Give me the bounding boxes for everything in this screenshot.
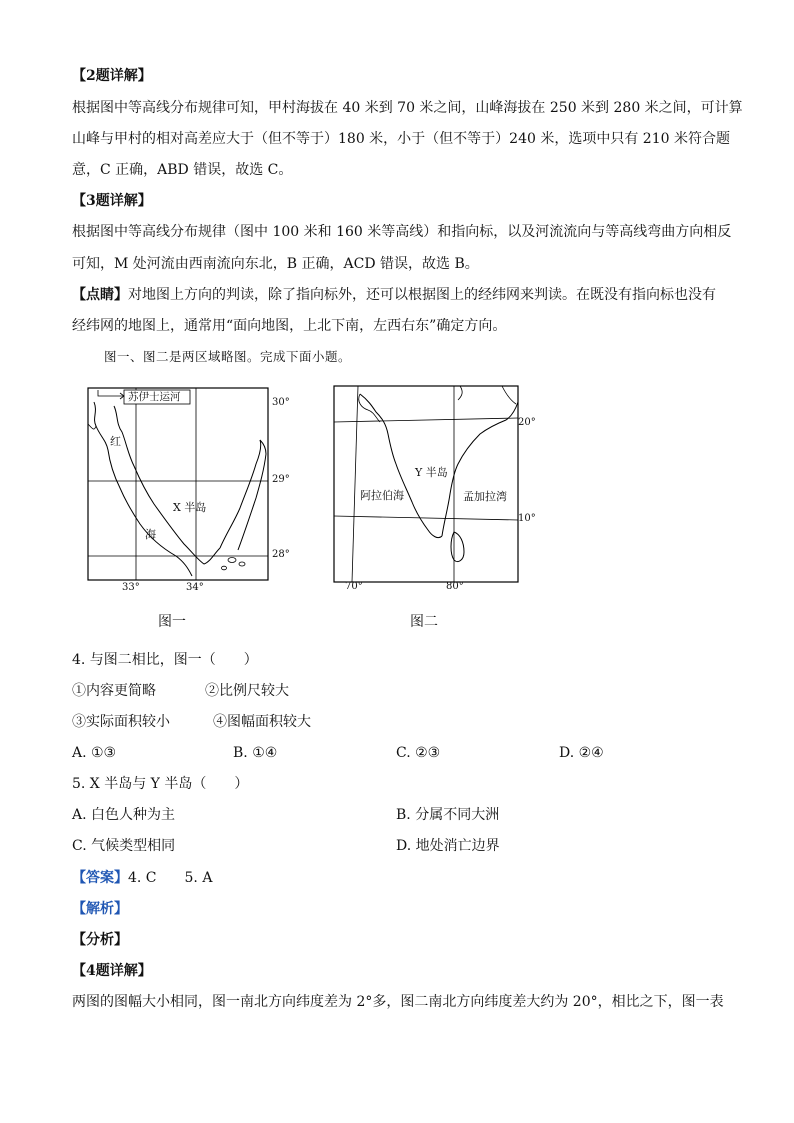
tip-line-1 (72, 285, 716, 305)
q3-line-1: 根据图中等高线分布规律（图中 100 米和 160 米等高线）和指向标，以及河流流向与等高线弯曲方向相反 (72, 224, 732, 240)
q2-line-1: 根据图中等高线分布规律可知，甲村海拔在 40 米到 70 米之间，山峰海拔在 250 米到 280 米之间，可计算 (72, 100, 743, 116)
q4-detail-line: 两图的图幅大小相同，图一南北方向纬度差为 2°多，图二南北方向纬度差大约为 20°，相比之下，图一表 (72, 994, 724, 1010)
map-2-lat-20 (334, 418, 518, 422)
map-1-peninsula-label: X 半岛 (173, 501, 207, 514)
q4-choice-d: D. ②④ (559, 745, 604, 761)
map-1-sinai-west (114, 406, 220, 564)
fenxi-label: 【分析】 (72, 932, 128, 948)
map-1-lon-label-33: 33° (122, 582, 140, 593)
map-2-lat-label-10: 10° (518, 513, 536, 524)
map-1-sea-label-2: 海 (145, 528, 156, 541)
map-1-lon-label-34: 34° (186, 582, 204, 593)
q4-statement-2: ②比例尺较大 (205, 683, 289, 699)
map-2-caption: 图二 (410, 614, 438, 630)
map-1-canal-label: 苏伊士运河 (128, 391, 181, 403)
q4-statement-1: ①内容更简略 (72, 683, 156, 699)
q5-choice-c: C. 气候类型相同 (72, 838, 176, 854)
map-2-lon-70 (352, 386, 358, 582)
q3-line-2: 可知，M 处河流由西南流向东北，B 正确，ACD 错误，故选 B。 (72, 256, 479, 272)
map-1-caption: 图一 (158, 614, 186, 630)
q4-choice-c: C. ②③ (396, 745, 441, 761)
q2-line-2: 山峰与甲村的相对高差应大于（但不等于）180 米，小于（但不等于）240 米，选项中只有 210 米符合题 (72, 131, 730, 147)
map-1-west-coast (94, 402, 192, 576)
map-2-sea-east-label: 孟加拉湾 (463, 490, 507, 503)
map-2-frame (334, 386, 518, 582)
map-2-sea-west-label: 阿拉伯海 (360, 489, 404, 502)
map-1-lat-label-30: 30° (272, 397, 290, 408)
map-intro: 图一、图二是两区域略图。完成下面小题。 (104, 349, 352, 364)
q4-stem: 4. 与图二相比，图一（ ） (72, 652, 258, 668)
answer-text: 4. C 5. A (128, 870, 213, 886)
answer-label: 【答案】 (72, 870, 128, 886)
q4-statement-3: ③实际面积较小 (72, 714, 170, 730)
q4-statement-4: ④图幅面积较大 (213, 714, 311, 730)
q3-heading: 【3题详解】 (72, 193, 152, 209)
tip-label: 【点睛】 (72, 287, 128, 303)
map-1-frame (88, 388, 268, 580)
map-2-lat-10 (334, 516, 518, 520)
q4-choice-a: A. ①③ (72, 745, 117, 761)
q2-heading: 【2题详解】 (72, 68, 152, 84)
answer-line (72, 868, 212, 888)
q4-choice-b: B. ①④ (233, 745, 278, 761)
q5-choice-d: D. 地处消亡边界 (396, 838, 500, 854)
q2-line-3: 意，C 正确，ABD 错误，故选 C。 (72, 162, 293, 178)
map-2-lon-label-80: 80° (446, 581, 464, 592)
q4-detail-heading: 【4题详解】 (72, 963, 152, 979)
map-2-lat-label-20: 20° (518, 417, 536, 428)
map-2-east-coast (442, 402, 518, 536)
map-2-sri-lanka (451, 532, 464, 562)
q5-stem: 5. X 半岛与 Y 半岛（ ） (72, 776, 249, 792)
analysis-label: 【解析】 (72, 901, 128, 917)
q5-choice-a: A. 白色人种为主 (72, 807, 176, 823)
map-1-lat-label-28: 28° (272, 549, 290, 560)
tip-text-1: 对地图上方向的判读，除了指向标外，还可以根据图上的经纬网来判读。在既没有指向标也没有 (128, 287, 716, 303)
map-1-sinai-east (220, 440, 261, 548)
map-2-peninsula-label: Y 半岛 (415, 466, 448, 479)
map-1 (84, 384, 304, 599)
tip-line-2: 经纬网的地图上，通常用“面向地图，上北下南，左西右东”确定方向。 (72, 318, 507, 334)
map-1-lat-label-29: 29° (272, 474, 290, 485)
map-2-lon-label-70: 70° (345, 581, 363, 592)
map-1-sea-label-1: 红 (110, 435, 121, 448)
q5-choice-b: B. 分属不同大洲 (396, 807, 500, 823)
